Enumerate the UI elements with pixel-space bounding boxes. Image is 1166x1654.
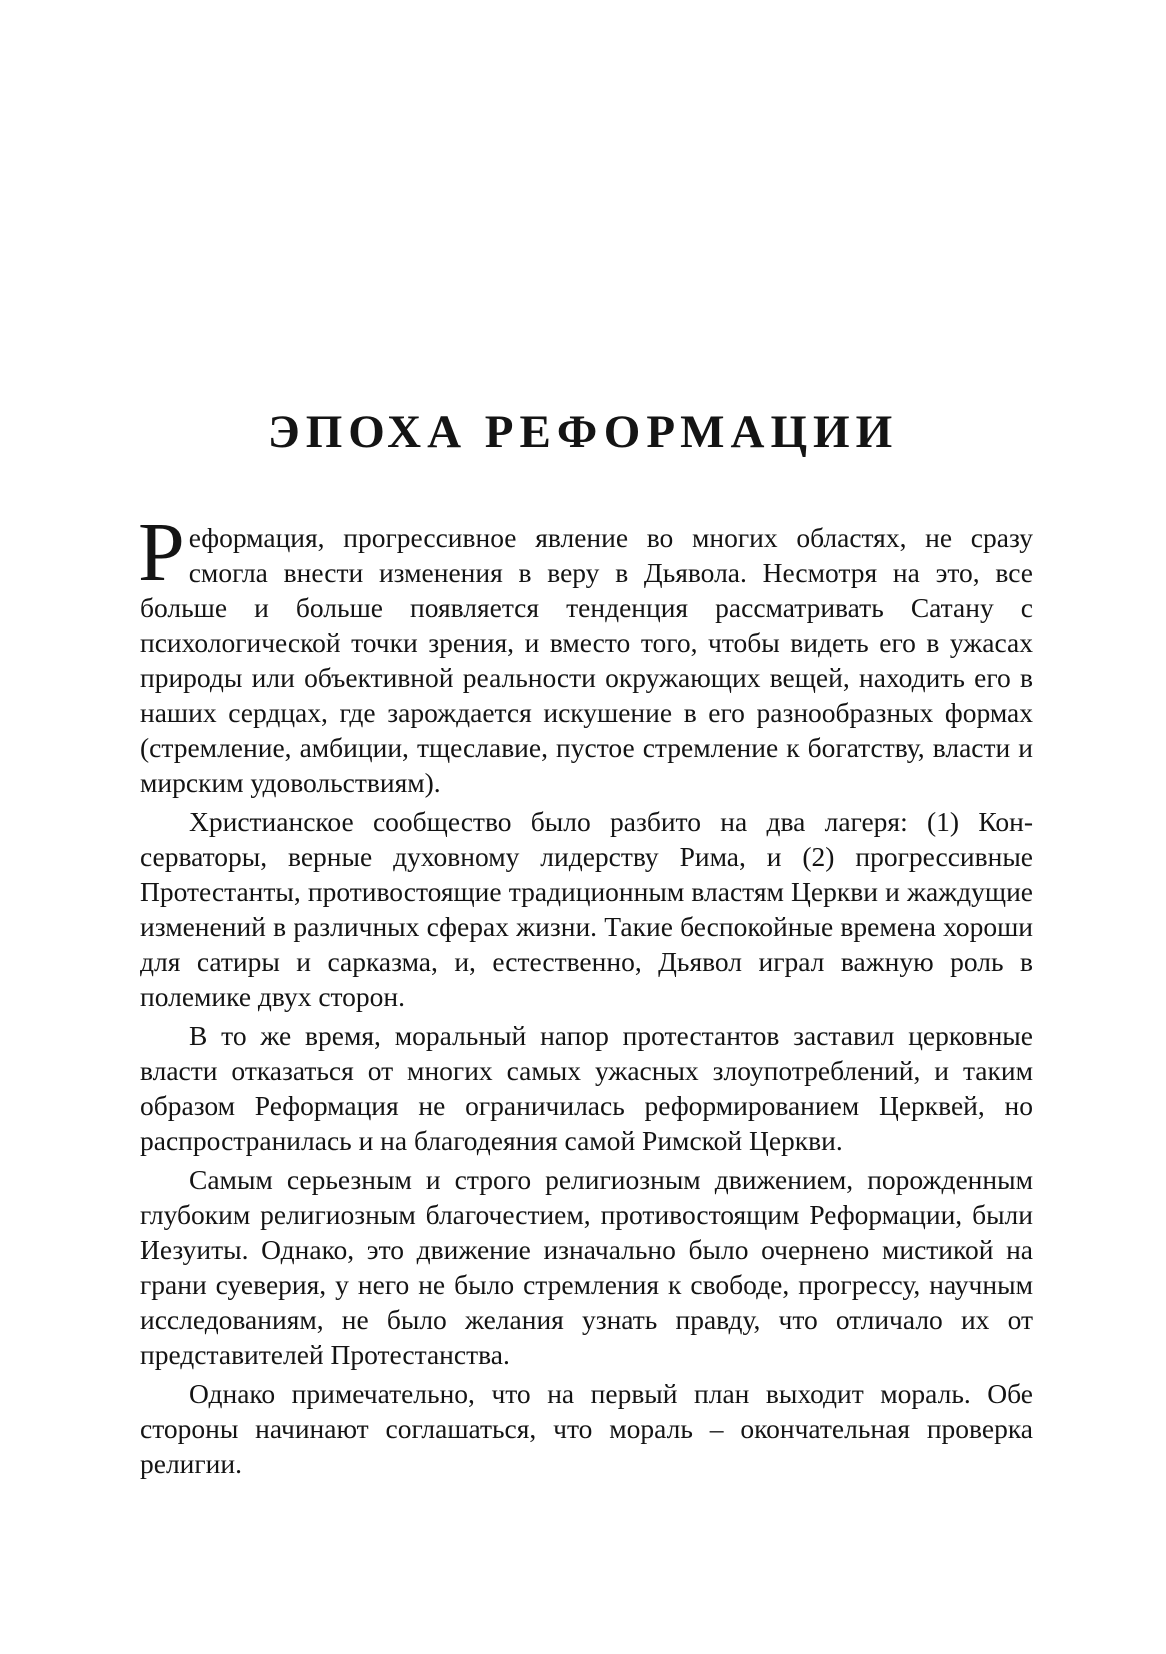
chapter-title: ЭПОХА РЕФОРМАЦИИ xyxy=(267,406,899,458)
paragraph-5: Однако примечательно, что на первый план выходит мораль. Обе стороны начинают соглашаться, что мораль – окончательная проверка религии. xyxy=(140,1378,1033,1479)
paragraph-2: Христианское сообщество было разбито на два лагеря: (1) Консерваторы, верные духовному лидерству Рима, и (2) прогрессивные Протестанты, противостоящие традиционным властям Церкви и жаждущие изменений в различных сферах жизни. Такие беспокойные времена хороши для сатиры и сарказма, и, естественно, Дьявол играл важную роль в полемике двух сторон. xyxy=(140,806,1033,1012)
paragraph-3: В то же время, моральный напор протестантов заставил церковные власти отказаться от многих самых ужасных злоупотреблений, и таким образом Реформация не ограничилась реформированием Церквей, но распространилась и на благодеяния самой Римской Церкви. xyxy=(140,1020,1033,1156)
chapter-body xyxy=(138,506,1033,1485)
paragraph-1-text: еформация, прогрессивное явление во многих областях, не сразу смогла внести изменения в веру в Дьявола. Несмотря на это, все больше и больше появляется тенденция рассматривать Сатану с психологической точки зрения, и вместо того, чтобы видеть его в ужасах природы или объективной реальности окружающих вещей, находить его в наших сердцах, где зарождается искушение в его разнообразных формах (стремление, амбиции, тщеславие, пустое стремление к богатству, власти и мирским удовольствиям). xyxy=(140,522,1033,798)
paragraph-1 xyxy=(138,506,1033,800)
paragraph-4: Самым серьезным и строго религиозным движением, порожденным глубоким религиозным благочестием, противостоящим Реформации, были Иезуиты. Однако, это движение изначально было очернено мистикой на грани суеверия, у него не было стремления к свободе, прогрессу, научным исследованиям, не было желания узнать правду, что отличало их от представителей Протестанства. xyxy=(140,1164,1033,1370)
drop-cap: Р xyxy=(138,506,185,599)
